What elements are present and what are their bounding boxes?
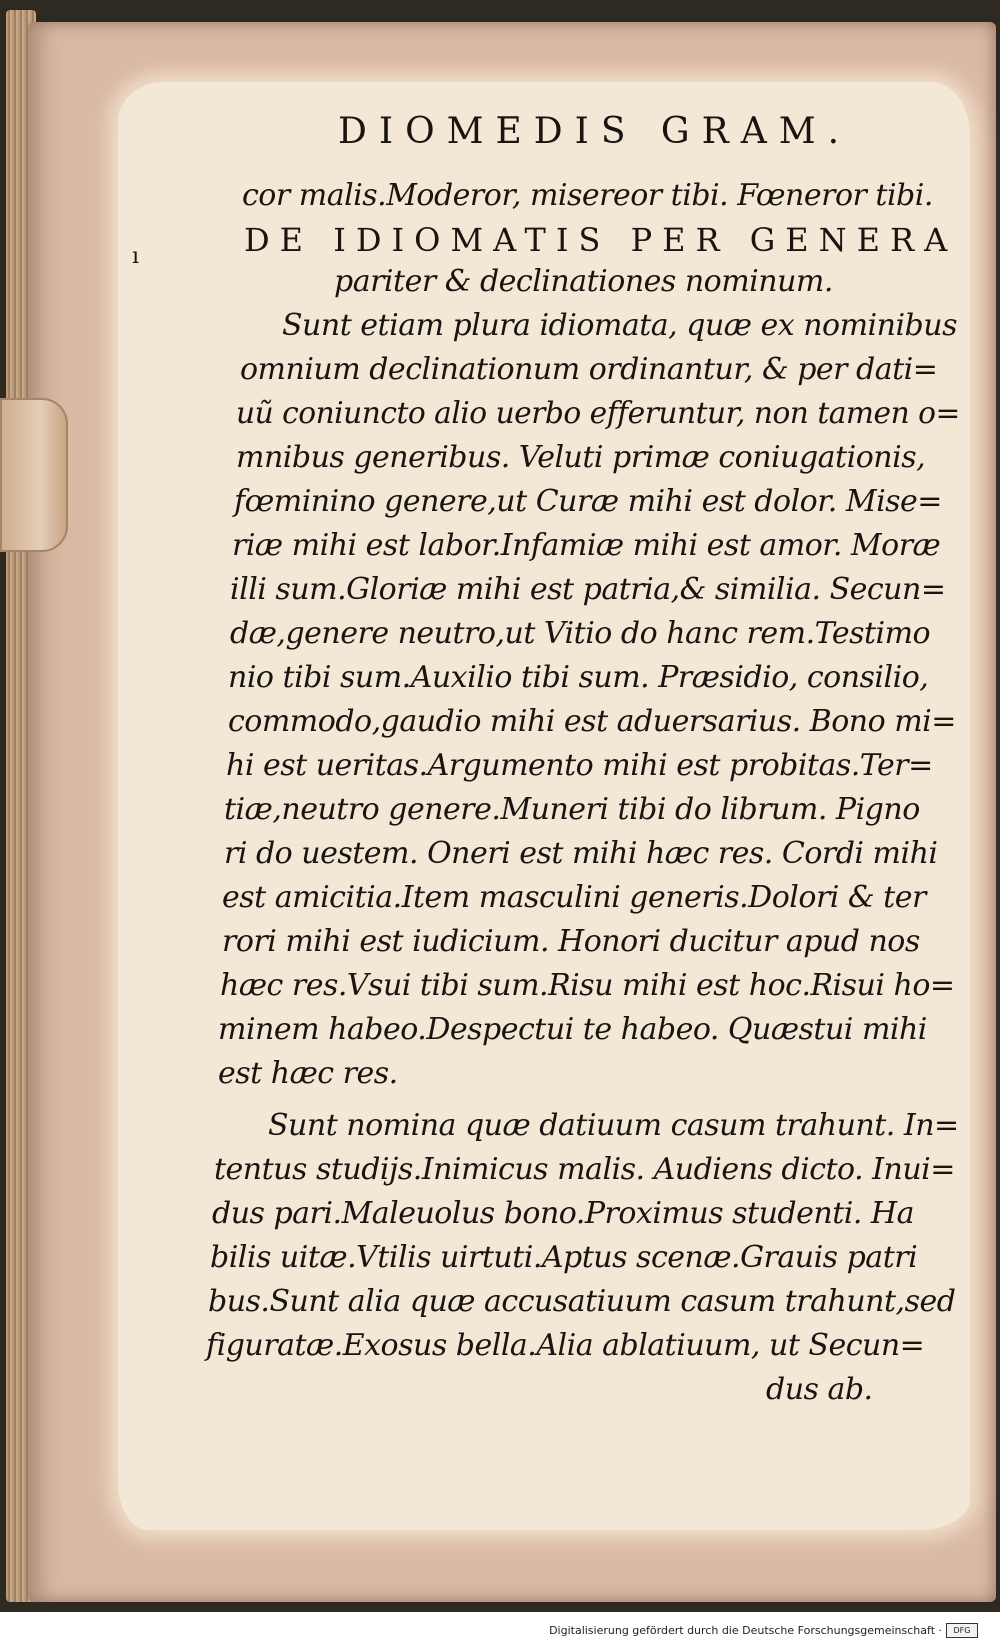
text-line: commodo,gaudio mihi est aduersarius. Bono mi= xyxy=(228,704,956,739)
text-line: nio tibi sum.Auxilio tibi sum. Præsidio, consilio, xyxy=(228,660,929,695)
text-line: tiæ,neutro genere.Muneri tibi do librum. Pigno xyxy=(224,792,920,827)
text-line: dus pari.Maleuolus bono.Proximus studenti. Ha xyxy=(212,1196,914,1231)
funding-notice: Digitalisierung gefördert durch die Deutsche Forschungsgemeinschaft · xyxy=(549,1624,942,1637)
text-line: fœminino genere,ut Curæ mihi est dolor. Mise= xyxy=(234,484,942,519)
text-line: omnium declinationum ordinantur, & per dati= xyxy=(240,352,938,387)
text-line: riæ mihi est labor.Infamiæ mihi est amor. Moræ xyxy=(232,528,941,563)
text-line: est amicitia.Item masculini generis.Dolori & ter xyxy=(222,880,926,915)
text-line: hi est ueritas.Argumento mihi est probitas.Ter= xyxy=(226,748,933,783)
running-header: DIOMEDIS GRAM. xyxy=(338,111,852,152)
digitization-footer xyxy=(0,1612,1000,1644)
margin-mark: ı xyxy=(132,244,140,269)
text-line: tentus studijs.Inimicus malis. Audiens dicto. Inui= xyxy=(214,1152,955,1187)
catchword: dus ab. xyxy=(766,1372,873,1407)
text-line: mnibus generibus. Veluti primæ coniugationis, xyxy=(236,440,926,475)
text-line: Sunt nomina quæ datiuum casum trahunt. In= xyxy=(268,1108,959,1143)
text-line: dæ,genere neutro,ut Vitio do hanc rem.Testimo xyxy=(230,616,931,651)
text-line: est hæc res. xyxy=(218,1056,398,1091)
text-line: figuratæ.Exosus bella.Alia ablatiuum, ut Secun= xyxy=(206,1328,925,1363)
text-line: illi sum.Gloriæ mihi est patria,& similia. Secun= xyxy=(230,572,946,607)
section-subheading: pariter & declinationes nominum. xyxy=(334,264,833,299)
dfg-logo-icon: DFG xyxy=(946,1623,978,1638)
section-heading: DE IDIOMATIS PER GENERA xyxy=(244,221,958,259)
text-line: minem habeo.Despectui te habeo. Quæstui mihi xyxy=(218,1012,927,1047)
text-line: rori mihi est iudicium. Honori ducitur apud nos xyxy=(222,924,920,959)
text-line: bilis uitæ.Vtilis uirtuti.Aptus scenæ.Grauis patri xyxy=(210,1240,918,1275)
text-line: hæc res.Vsui tibi sum.Risu mihi est hoc.Risui ho= xyxy=(220,968,955,1003)
text-line: Sunt etiam plura idiomata, quæ ex nominibus xyxy=(282,308,957,343)
text-line: ri do uestem. Oneri est mihi hæc res. Cordi mihi xyxy=(224,836,938,871)
text-line: cor malis.Moderor, misereor tibi. Fœneror tibi. xyxy=(242,178,933,213)
text-line: bus.Sunt alia quæ accusatiuum casum trahunt,sed xyxy=(208,1284,956,1319)
text-line: uũ coniuncto alio uerbo efferuntur, non tamen o= xyxy=(236,396,960,431)
book-clasp xyxy=(0,398,68,552)
